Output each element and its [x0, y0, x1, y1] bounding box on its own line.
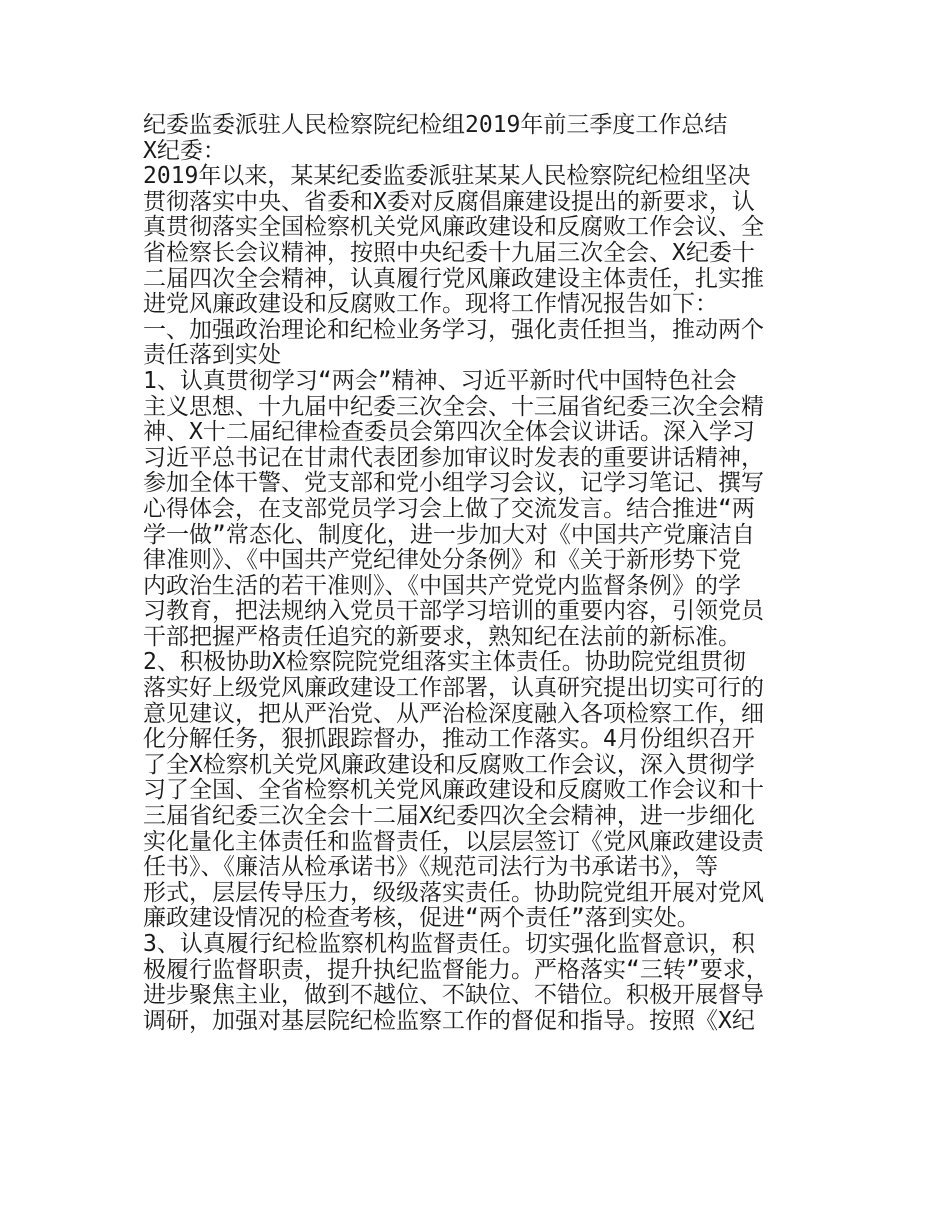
text-line: 廉政建设情况的检查考核，促进“两个责任”落到实处。: [143, 905, 700, 932]
text-line: 实化量化主体责任和监督责任，以层层签订《党风廉政建设责: [143, 828, 764, 855]
text-line: 参加全体干警、党支部和党小组学习会议，记学习笔记、撰写: [143, 470, 764, 497]
text-line: 省检察长会议精神，按照中央纪委十九届三次全会、X纪委十: [143, 239, 755, 266]
text-line: 1、认真贯彻学习“两会”精神、习近平新时代中国特色社会: [143, 367, 737, 394]
text-line: 3、认真履行纪检监察机构监督责任。切实强化监督意识，积: [143, 931, 755, 957]
text-line: 意见建议，把从严治党、从严治检深度融入各项检察工作，细: [143, 700, 764, 727]
document-title: 纪委监委派驻人民检察院纪检组2019年前三季度工作总结: [143, 112, 728, 138]
text-line: 极履行监督职责，提升执纪监督能力。严格落实“三转”要求，: [143, 956, 769, 983]
text-line: 化分解任务，狠抓跟踪督办，推动工作落实。4月份组织召开: [143, 726, 755, 753]
text-line: 任书》、《廉洁从检承诺书》《规范司法行为书承诺书》，等: [143, 854, 718, 881]
text-line: 真贯彻落实全国检察机关党风廉政建设和反腐败工作会议、全: [143, 214, 764, 241]
text-line: 习了全国、全省检察机关党风廉政建设和反腐败工作会议和十: [143, 777, 764, 804]
text-line: 律准则》、《中国共产党纪律处分条例》和《关于新形势下党: [143, 547, 741, 574]
text-line: 内政治生活的若干准则》、《中国共产党党内监督条例》的学: [143, 572, 741, 599]
text-line: 习教育，把法规纳入党员干部学习培训的重要内容，引领党员: [143, 598, 764, 625]
text-line: 三届省纪委三次全会十二届X纪委四次全会精神，进一步细化: [143, 803, 755, 830]
text-line: 学一做”常态化、制度化，进一步加大对《中国共产党廉洁自: [143, 521, 755, 548]
text-line: 进步聚焦主业，做到不越位、不缺位、不错位。积极开展督导: [143, 982, 764, 1009]
text-line: 神、X十二届纪律检查委员会第四次全体会议讲话。深入学习: [143, 419, 755, 446]
text-line: 贯彻落实中央、省委和X委对反腐倡廉建设提出的新要求，认: [143, 188, 755, 215]
section-heading: 责任落到实处: [143, 342, 281, 369]
text-line: 2019年以来，某某纪委监委派驻某某人民检察院纪检组坚决: [143, 163, 751, 190]
text-line: 心得体会，在支部党员学习会上做了交流发言。结合推进“两: [143, 495, 755, 522]
text-line: 调研，加强对基层院纪检监察工作的督促和指导。按照《X纪: [143, 1007, 755, 1034]
text-line: 2、积极协助X检察院院党组落实主体责任。协助院党组贯彻: [143, 649, 746, 676]
section-heading: 一、加强政治理论和纪检业务学习，强化责任担当，推动两个: [143, 316, 764, 343]
text-line: 二届四次全会精神，认真履行党风廉政建设主体责任，扎实推: [143, 265, 764, 292]
text-line: 落实好上级党风廉政建设工作部署，认真研究提出切实可行的: [143, 675, 764, 702]
text-line: 进党风廉政建设和反腐败工作。现将工作情况报告如下：: [143, 291, 718, 318]
text-line: 干部把握严格责任追究的新要求，熟知纪在法前的新标准。: [143, 623, 741, 650]
text-line: 主义思想、十九届中纪委三次全会、十三届省纪委三次全会精: [143, 393, 764, 420]
text-line: 了全X检察机关党风廉政建设和反腐败工作会议，深入贯彻学: [143, 751, 755, 778]
text-line: 形式，层层传导压力，级级落实责任。协助院党组开展对党风: [143, 879, 764, 906]
text-line: 习近平总书记在甘肃代表团参加审议时发表的重要讲话精神，: [143, 444, 764, 471]
document-body: [143, 113, 833, 1034]
salutation: X纪委：: [143, 137, 226, 164]
